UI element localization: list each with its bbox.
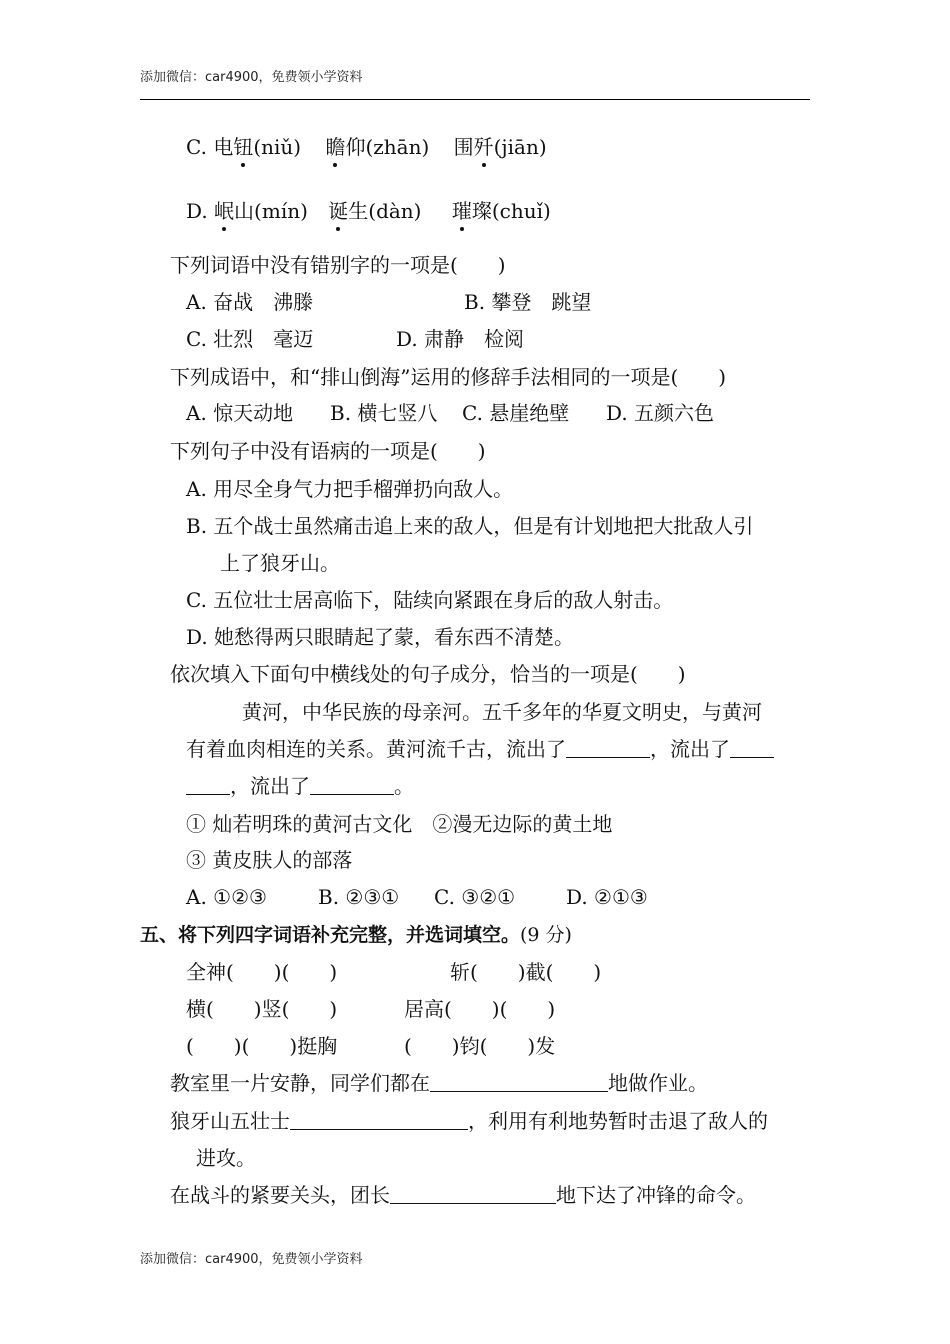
sentence-option-b-line1: B. 五个战士虽然痛击追上来的敌人，但是有计划地把大批敌人引 [186, 514, 754, 538]
idiom-fill-1: 全神( )( ) [186, 960, 338, 984]
footer-watermark: 添加微信：car4900，免费领小学资料 [140, 1252, 363, 1267]
sentence-blank-1[interactable] [430, 1071, 608, 1092]
sentence-option-b-line2: 上了狼牙山。 [220, 551, 340, 575]
fill-question-stem: 依次填入下面句中横线处的句子成分，恰当的一项是( ) [170, 662, 686, 686]
typo-option-b: B. 攀登 跳望 [464, 290, 592, 314]
idiom-option-d: D. 五颜六色 [606, 401, 715, 425]
idiom-question-stem: 下列成语中，和“排山倒海”运用的修辞手法相同的一项是( ) [170, 365, 727, 389]
sentence-fill-3: 在战斗的紧要关头，团长 地下达了冲锋的命令。 [170, 1183, 756, 1207]
fill-blank-3[interactable] [310, 774, 394, 795]
idiom-fill-5: ( )( )挺胸 [186, 1034, 338, 1058]
sentence-option-a: A. 用尽全身气力把手榴弹扔向敌人。 [186, 477, 514, 501]
idiom-fill-2: 斩( )截( ) [450, 960, 602, 984]
pinyin-option-d: D. 岷山(mín) 诞生(dàn) 璀璨(chuǐ) [186, 199, 551, 223]
fill-choices-1: ① 灿若明珠的黄河古文化 ②漫无边际的黄土地 [186, 812, 613, 836]
sentence-blank-3[interactable] [390, 1183, 556, 1204]
typo-option-a: A. 奋战 沸滕 [186, 290, 314, 314]
sentence-fill-2-cont: 进攻。 [196, 1146, 256, 1170]
idiom-option-c: C. 悬崖绝壁 [462, 401, 570, 425]
idiom-fill-6: ( )钧( )发 [404, 1034, 556, 1058]
sentence-fill-1: 教室里一片安静，同学们都在 地做作业。 [170, 1071, 708, 1095]
idiom-option-a: A. 惊天动地 [186, 401, 294, 425]
idiom-fill-4: 居高( )( ) [404, 997, 556, 1021]
sentence-option-d: D. 她愁得两只眼睛起了蒙，看东西不清楚。 [186, 625, 575, 649]
fill-blank-1[interactable] [566, 737, 650, 758]
sentence-question-stem: 下列句子中没有语病的一项是( ) [170, 439, 486, 463]
sentence-option-c: C. 五位壮士居高临下，陆续向紧跟在身后的敌人射击。 [186, 588, 674, 612]
fill-option-b: B. ②③① [318, 885, 400, 909]
fill-passage-line3: ，流出了 。 [186, 773, 414, 799]
fill-option-d: D. ②①③ [566, 885, 648, 909]
fill-blank-2b[interactable] [186, 774, 230, 795]
fill-passage-line1: 黄河，中华民族的母亲河。五千多年的华夏文明史，与黄河 [242, 700, 762, 724]
section-5-title: 五、将下列四字词语补充完整，并选词填空。(9 分) [140, 924, 572, 946]
typo-option-c: C. 壮烈 毫迈 [186, 327, 314, 351]
fill-option-c: C. ③②① [434, 885, 516, 909]
idiom-fill-3: 横( )竖( ) [186, 997, 338, 1021]
fill-passage-line2: 有着血肉相连的关系。黄河流千古，流出了 ，流出了 [186, 736, 774, 762]
header-rule [140, 99, 810, 100]
fill-blank-2a[interactable] [730, 737, 774, 758]
sentence-blank-2[interactable] [290, 1109, 468, 1130]
pinyin-option-c: C. 电钮(niǔ) 瞻仰(zhān) 围歼(jiān) [186, 135, 547, 159]
header-watermark: 添加微信：car4900，免费领小学资料 [140, 70, 363, 85]
fill-option-a: A. ①②③ [186, 885, 267, 909]
sentence-fill-2: 狼牙山五壮士 ，利用有利地势暂时击退了敌人的 [170, 1109, 768, 1133]
idiom-option-b: B. 横七竖八 [330, 401, 438, 425]
fill-choices-2: ③ 黄皮肤人的部落 [186, 848, 353, 872]
typo-question-stem: 下列词语中没有错别字的一项是( ) [170, 253, 506, 277]
typo-option-d: D. 肃静 检阅 [396, 327, 525, 351]
